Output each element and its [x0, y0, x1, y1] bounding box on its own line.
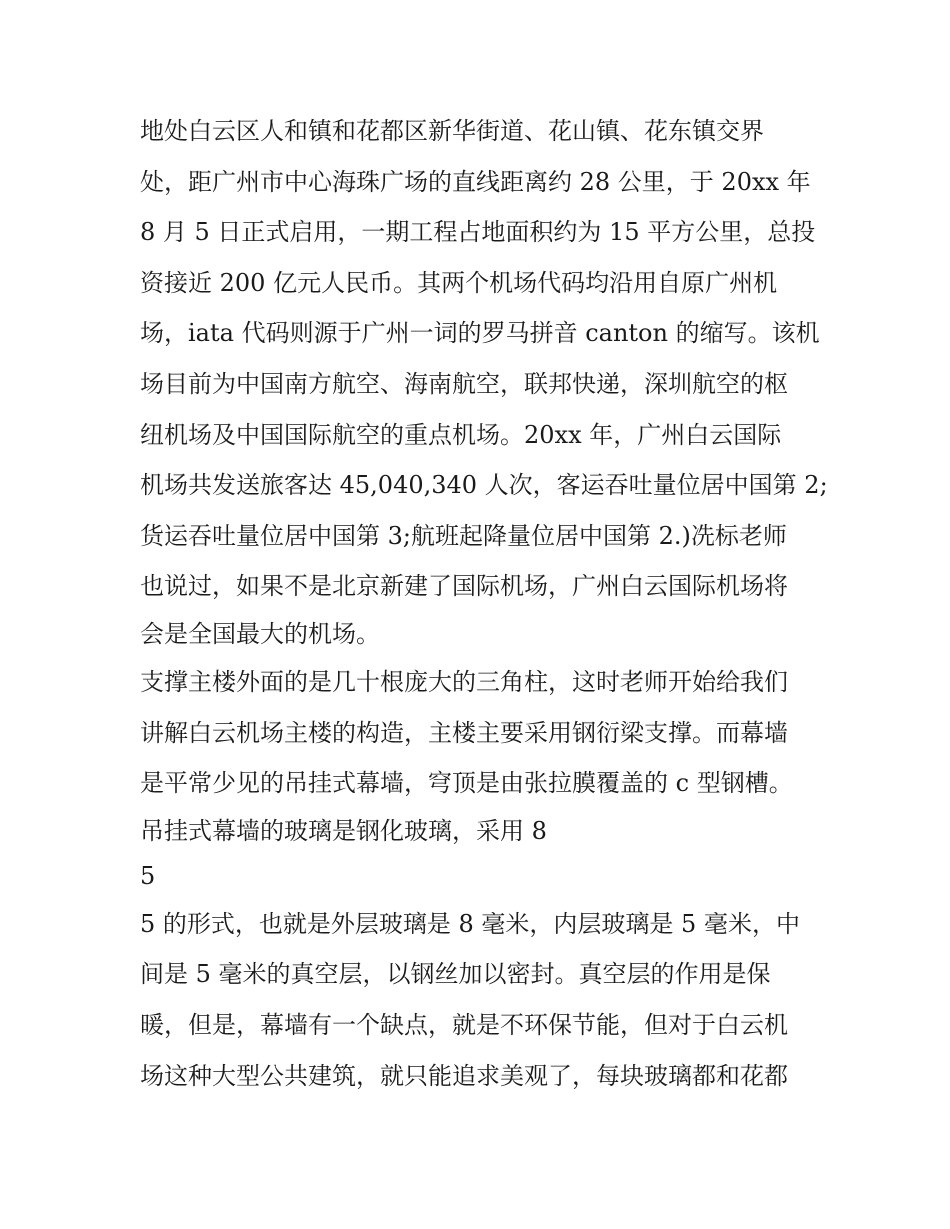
text-line: 吊挂式幕墙的玻璃是钢化玻璃，采用 8 — [140, 816, 547, 845]
text-line: 也说过，如果不是北京新建了国际机场，广州白云国际机场将 — [140, 572, 788, 601]
text-line: 场这种大型公共建筑，就只能追求美观了，每块玻璃都和花都 — [140, 1061, 788, 1090]
text-line: 是平常少见的吊挂式幕墙，穹顶是由张拉膜覆盖的 c 型钢槽。 — [140, 769, 793, 798]
text-line: 地处白云区人和镇和花都区新华街道、花山镇、花东镇交界 — [140, 117, 764, 145]
text-line: 支撑主楼外面的是几十根庞大的三角柱，这时老师开始给我们 — [140, 667, 788, 696]
text-line: 货运吞吐量位居中国第 3;航班起降量位居中国第 2.)冼标老师 — [140, 521, 787, 550]
text-line: 机场共发送旅客达 45,040,340 人次，客运吞吐量位居中国第 2; — [140, 471, 828, 500]
text-line: 5 — [140, 861, 156, 890]
document-body — [140, 106, 840, 1101]
text-line: 资接近 200 亿元人民币。其两个机场代码均沿用自原广州机 — [140, 268, 778, 297]
text-line: 5 的形式，也就是外层玻璃是 8 毫米，内层玻璃是 5 毫米，中 — [140, 909, 800, 938]
text-line: 间是 5 毫米的真空层，以钢丝加以密封。真空层的作用是保 — [140, 960, 771, 989]
text-line: 会是全国最大的机场。 — [140, 619, 380, 648]
text-line: 场，iata 代码则源于广州一词的罗马拼音 canton 的缩写。该机 — [140, 319, 820, 348]
text-line: 讲解白云机场主楼的构造，主楼主要采用钢衍梁支撑。而幕墙 — [140, 718, 788, 747]
text-line: 场目前为中国南方航空、海南航空，联邦快递，深圳航空的枢 — [140, 369, 788, 398]
text-line: 纽机场及中国国际航空的重点机场。20xx 年，广州白云国际 — [140, 420, 782, 449]
text-line: 8 月 5 日正式启用，一期工程占地面积约为 15 平方公里，总投 — [140, 218, 816, 247]
text-line: 暖，但是，幕墙有一个缺点，就是不环保节能，但对于白云机 — [140, 1010, 788, 1039]
text-line: 处，距广州市中心海珠广场的直线距离约 28 公里，于 20xx 年 — [140, 167, 811, 196]
